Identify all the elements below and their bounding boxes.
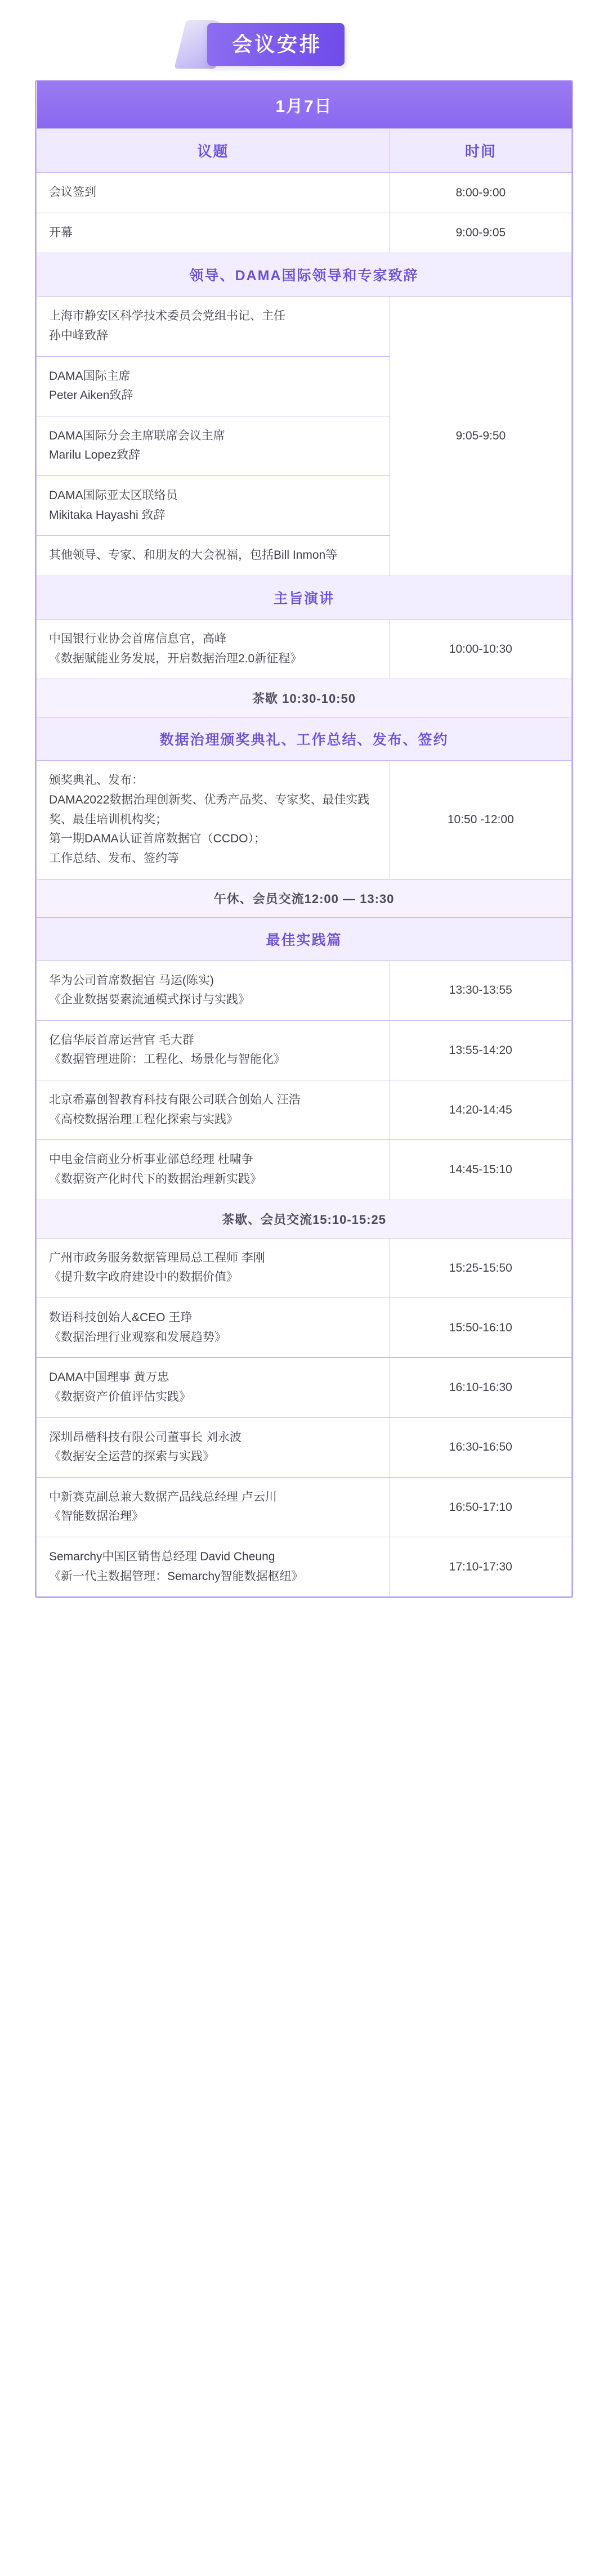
topic-cell — [37, 356, 390, 416]
table-row — [37, 1080, 572, 1140]
topic-line: DAMA2022数据治理创新奖、优秀产品奖、专家奖、最佳实践奖、最佳培训机构奖； — [49, 793, 370, 826]
table-row — [37, 761, 572, 879]
topic-cell — [37, 297, 390, 356]
topic-line: DAMA国际主席 — [49, 369, 131, 383]
topic-line: 数语科技创始人&CEO 王琤 — [49, 1311, 193, 1324]
topic-cell — [37, 1080, 390, 1140]
section-label: 主旨演讲 — [37, 576, 572, 620]
topic-cell — [37, 620, 390, 679]
topic-line: Mikitaka Hayashi 致辞 — [49, 508, 166, 522]
topic-line: 《企业数据要素流通模式探讨与实践》 — [49, 993, 250, 1007]
break-row — [37, 679, 572, 717]
topic-line: 其他领导、专家、和朋友的大会祝福，包括Bill Inmon等 — [49, 549, 338, 562]
section-header-row — [37, 717, 572, 761]
table-row — [37, 1020, 572, 1080]
topic-cell — [37, 476, 390, 536]
topic-line: Peter Aiken致辞 — [49, 389, 133, 402]
table-row — [37, 1358, 572, 1417]
time-cell: 17:10-17:30 — [390, 1537, 571, 1597]
time-cell: 15:50-16:10 — [390, 1298, 571, 1357]
time-cell: 13:30-13:55 — [390, 961, 571, 1020]
topic-line: 上海市静安区科学技术委员会党组书记、主任 — [49, 309, 285, 323]
section-label: 数据治理颁奖典礼、工作总结、发布、签约 — [37, 717, 572, 761]
table-date-header-row — [37, 81, 572, 129]
topic-cell — [37, 173, 390, 213]
topic-cell — [37, 1358, 390, 1417]
page-title: 会议安排 — [207, 23, 345, 65]
topic-line: 会议签到 — [49, 186, 96, 199]
section-label: 领导、DAMA国际领导和专家致辞 — [37, 253, 572, 297]
topic-line: 广州市政务服务数据管理局总工程师 李刚 — [49, 1251, 265, 1264]
break-label: 午休、会员交流12:00 — 13:30 — [37, 879, 572, 917]
section-header-row — [37, 917, 572, 961]
topic-line: 亿信华辰首席运营官 毛大群 — [49, 1033, 194, 1047]
topic-cell — [37, 1417, 390, 1477]
break-row — [37, 879, 572, 917]
topic-line: 《新一代主数据管理：Semarchy智能数据枢纽》 — [49, 1569, 303, 1583]
topic-line: 《高校数据治理工程化探索与实践》 — [49, 1112, 238, 1126]
schedule-table-body — [37, 81, 572, 1597]
topic-cell — [37, 213, 390, 253]
topic-line: Semarchy中国区销售总经理 David Cheung — [49, 1550, 275, 1564]
table-row — [37, 1298, 572, 1357]
time-cell: 15:25-15:50 — [390, 1238, 571, 1298]
topic-line: 《数据管理进阶：工程化、场景化与智能化》 — [49, 1053, 285, 1066]
table-row — [37, 1140, 572, 1200]
column-header-topic: 议题 — [37, 129, 390, 173]
time-cell: 8:00-9:00 — [390, 173, 571, 213]
topic-cell — [37, 1477, 390, 1537]
time-cell: 16:30-16:50 — [390, 1417, 571, 1477]
schedule-table — [36, 81, 572, 1597]
topic-line: 中国银行业协会首席信息官，高峰 — [49, 632, 226, 646]
topic-line: 第一期DAMA认证首席数据官（CCDO）； — [49, 832, 266, 846]
table-row — [37, 961, 572, 1020]
topic-line: 华为公司首席数据官 马运(陈实) — [49, 973, 214, 987]
topic-cell — [37, 1140, 390, 1200]
topic-cell — [37, 1537, 390, 1597]
page-header — [180, 15, 608, 74]
break-row — [37, 1200, 572, 1238]
topic-line: 颁奖典礼、发布： — [49, 774, 144, 787]
section-header-row — [37, 253, 572, 297]
topic-line: 深圳昂楷科技有限公司董事长 刘永波 — [49, 1430, 242, 1444]
date-title: 1月7日 — [37, 81, 572, 129]
time-cell: 14:20-14:45 — [390, 1080, 571, 1140]
topic-line: 北京希嘉创智教育科技有限公司联合创始人 汪浩 — [49, 1093, 301, 1107]
time-cell: 14:45-15:10 — [390, 1140, 571, 1200]
topic-line: 《数据治理行业观察和发展趋势》 — [49, 1330, 226, 1344]
topic-line: 《数据赋能业务发展，开启数据治理2.0新征程》 — [49, 652, 302, 665]
break-label: 茶歇 10:30-10:50 — [37, 679, 572, 717]
topic-line: DAMA中国理事 黄万忠 — [49, 1371, 169, 1384]
time-cell: 16:10-16:30 — [390, 1358, 571, 1417]
topic-cell — [37, 761, 390, 879]
table-row — [37, 173, 572, 213]
table-row — [37, 213, 572, 253]
table-row — [37, 1537, 572, 1597]
header-badge — [180, 20, 345, 69]
topic-line: 孙中峰致辞 — [49, 329, 108, 342]
topic-cell — [37, 536, 390, 576]
topic-cell — [37, 1298, 390, 1357]
topic-line: 《数据安全运营的探索与实践》 — [49, 1450, 214, 1464]
table-row — [37, 1417, 572, 1477]
section-header-row — [37, 576, 572, 620]
topic-line: 开幕 — [49, 226, 73, 239]
time-cell: 9:05-9:50 — [390, 297, 571, 576]
time-cell: 13:55-14:20 — [390, 1020, 571, 1080]
topic-cell — [37, 961, 390, 1020]
topic-line: 中电金信商业分析事业部总经理 杜啸争 — [49, 1153, 253, 1166]
table-row — [37, 297, 572, 356]
topic-line: Marilu Lopez致辞 — [49, 448, 141, 462]
topic-line: 中新赛克副总兼大数据产品线总经理 卢云川 — [49, 1490, 277, 1504]
table-column-header-row — [37, 129, 572, 173]
topic-line: DAMA国际亚太区联络员 — [49, 489, 178, 502]
column-header-time: 时间 — [390, 129, 571, 173]
table-row — [37, 620, 572, 679]
time-cell: 16:50-17:10 — [390, 1477, 571, 1537]
time-cell: 9:00-9:05 — [390, 213, 571, 253]
break-label: 茶歇、会员交流15:10-15:25 — [37, 1200, 572, 1238]
topic-line: DAMA国际分会主席联席会议主席 — [49, 429, 225, 442]
topic-line: 《智能数据治理》 — [49, 1510, 144, 1523]
table-row — [37, 1238, 572, 1298]
time-cell: 10:00-10:30 — [390, 620, 571, 679]
time-cell: 10:50 -12:00 — [390, 761, 571, 879]
topic-line: 《数据资产价值评估实践》 — [49, 1390, 191, 1403]
table-row — [37, 1477, 572, 1537]
topic-line: 工作总结、发布、签约等 — [49, 851, 179, 865]
schedule-table-container — [35, 80, 573, 1598]
topic-cell — [37, 1238, 390, 1298]
topic-cell — [37, 416, 390, 475]
section-label: 最佳实践篇 — [37, 917, 572, 961]
topic-line: 《提升数字政府建设中的数据价值》 — [49, 1271, 238, 1284]
topic-line: 《数据资产化时代下的数据治理新实践》 — [49, 1173, 262, 1186]
topic-cell — [37, 1020, 390, 1080]
